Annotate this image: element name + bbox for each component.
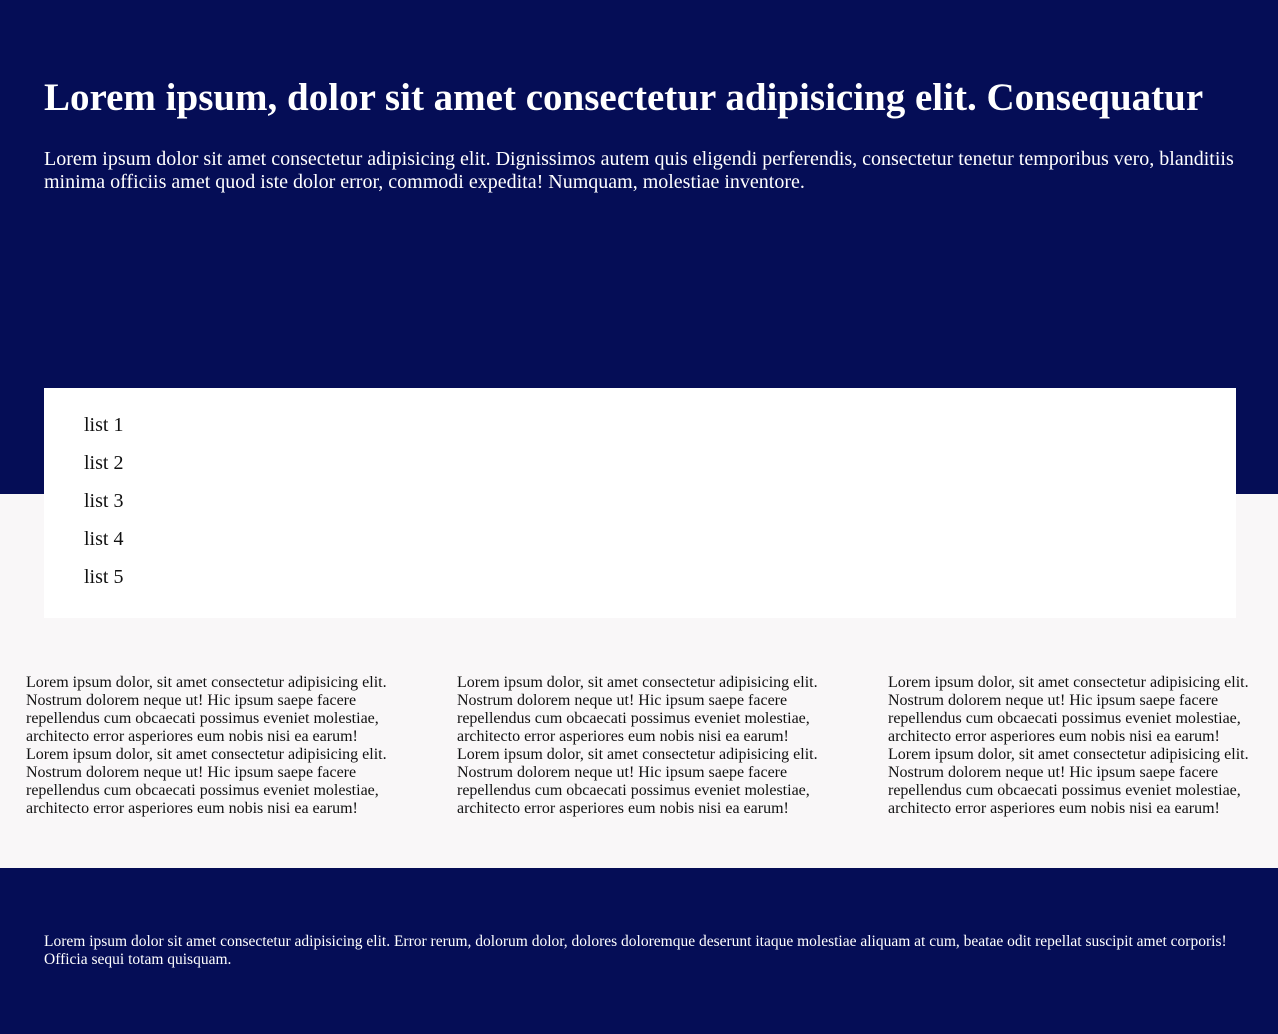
list-item: list 4: [84, 528, 124, 550]
hero-title: Lorem ipsum, dolor sit amet consectetur adipisicing elit. Consequatur: [44, 76, 1204, 119]
list-item: list 1: [84, 414, 124, 436]
list-item: list 3: [84, 490, 124, 512]
text-column-2: Lorem ipsum dolor, sit amet consectetur adipisicing elit. Nostrum dolorem neque ut! Hic ipsum saepe facere repellendus cum obcaecati possimus eveniet molestiae, architecto error asperiores eum nobis nisi ea earum! Lorem ipsum dolor, sit amet consectetur adipisicing elit. Nostrum dolorem neque ut! Hic ipsum saepe facere repellendus cum obcaecati possimus eveniet molestiae, architecto error asperiores eum nobis nisi ea earum!: [457, 674, 818, 817]
hero-text: Lorem ipsum dolor sit amet consectetur adipisicing elit. Dignissimos autem quis eligendi perferendis, consectetur tenetur temporibus vero, blanditiis minima officiis amet quod iste dolor error, commodi expedita! Numquam, molestiae inventore.: [44, 148, 1234, 193]
text-columns: [0, 674, 1278, 824]
text-column-3: Lorem ipsum dolor, sit amet consectetur adipisicing elit. Nostrum dolorem neque ut! Hic ipsum saepe facere repellendus cum obcaecati possimus eveniet molestiae, architecto error asperiores eum nobis nisi ea earum! Lorem ipsum dolor, sit amet consectetur adipisicing elit. Nostrum dolorem neque ut! Hic ipsum saepe facere repellendus cum obcaecati possimus eveniet molestiae, architecto error asperiores eum nobis nisi ea earum!: [888, 674, 1249, 817]
text-column-1: Lorem ipsum dolor, sit amet consectetur adipisicing elit. Nostrum dolorem neque ut! Hic ipsum saepe facere repellendus cum obcaecati possimus eveniet molestiae, architecto error asperiores eum nobis nisi ea earum! Lorem ipsum dolor, sit amet consectetur adipisicing elit. Nostrum dolorem neque ut! Hic ipsum saepe facere repellendus cum obcaecati possimus eveniet molestiae, architecto error asperiores eum nobis nisi ea earum!: [26, 674, 387, 817]
footer-text: Lorem ipsum dolor sit amet consectetur adipisicing elit. Error rerum, dolorum dolor, dolores doloremque deserunt itaque molestiae aliquam at cum, beatae odit repellat suscipit amet corporis! Officia sequi totam quisquam.: [44, 933, 1227, 968]
list-card: [44, 388, 1236, 618]
item-list: [84, 406, 123, 596]
list-item: list 2: [84, 452, 124, 474]
list-item: list 5: [84, 566, 124, 588]
footer: [0, 868, 1278, 1034]
